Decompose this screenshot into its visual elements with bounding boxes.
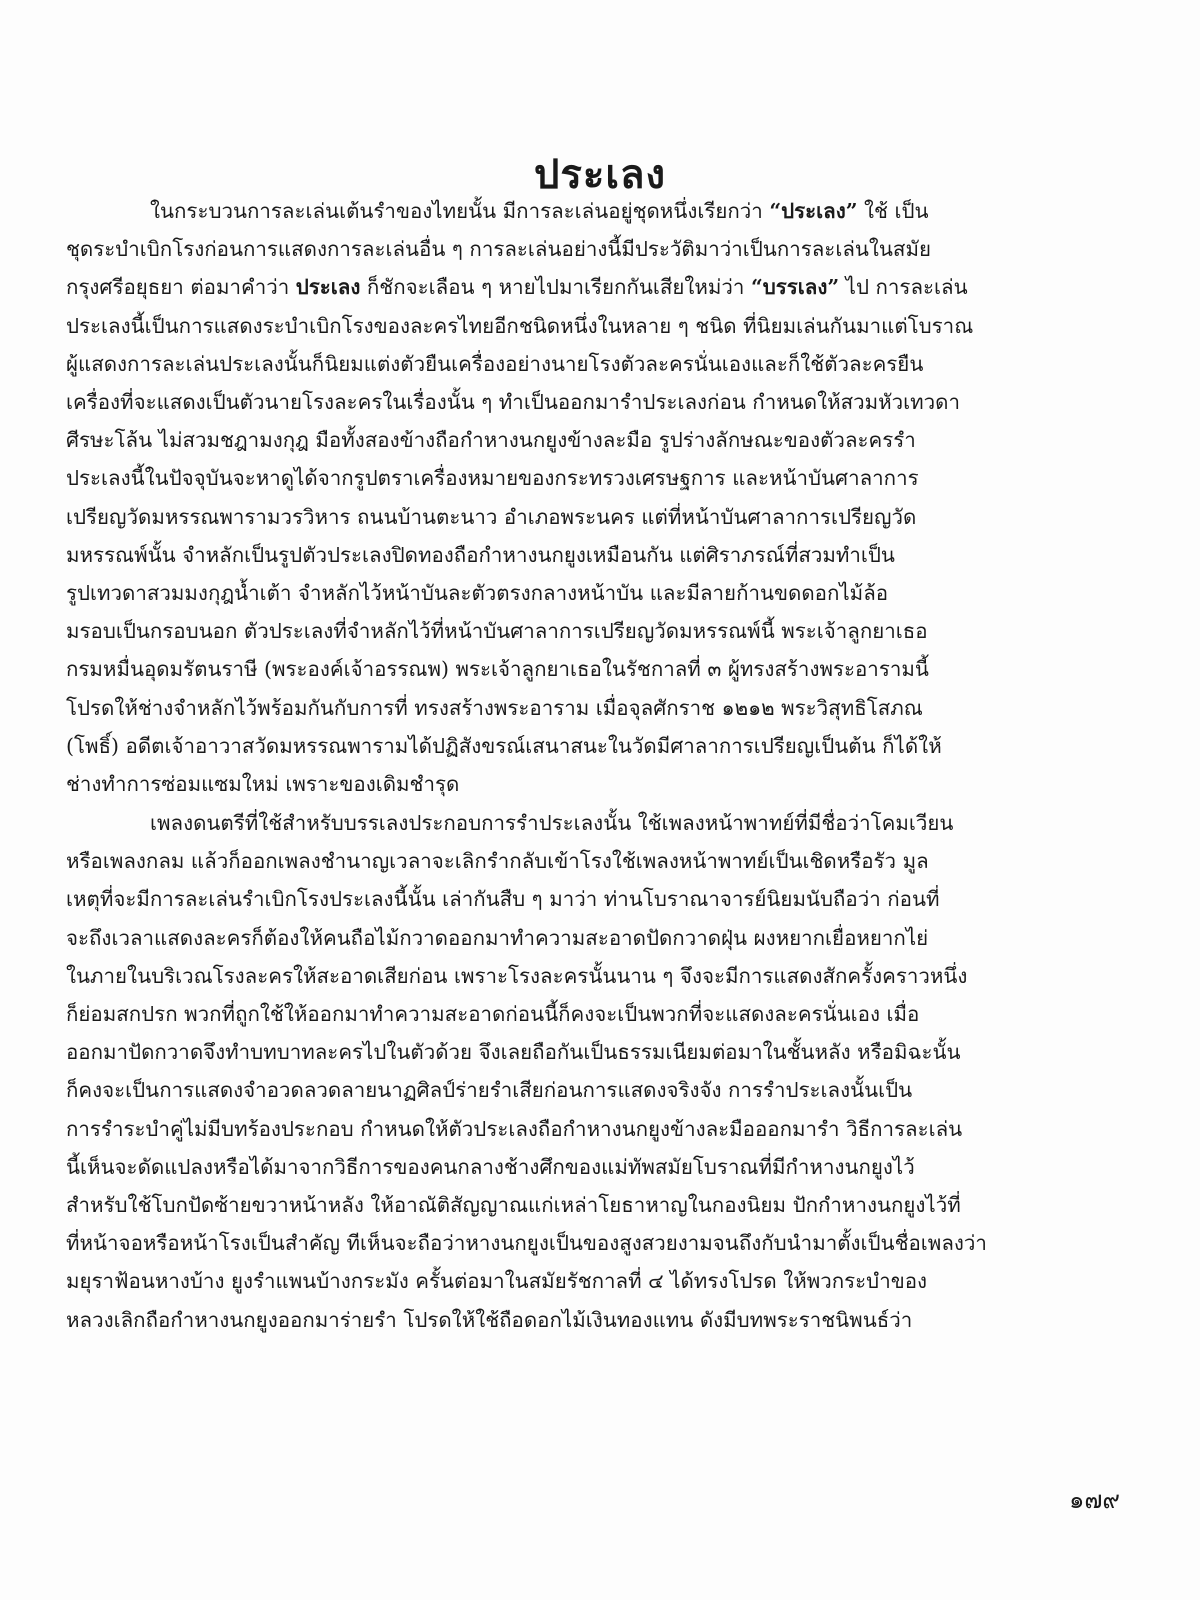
page-number: ๑๗๙ xyxy=(1069,1486,1120,1514)
text-line: มหรรณพ์นั้น จำหลักเป็นรูปตัวประเลงปิดทองถือกำหางนกยูงเหมือนกัน แต่ศิราภรณ์ที่สวมทำเป็น xyxy=(66,542,895,567)
text-line: สำหรับใช้โบกปัดซ้ายขวาหน้าหลัง ให้อาณัติสัญญาณแก่เหล่าโยธาหาญในกองนิยม ปักกำหางนกยูงไว้ที่ xyxy=(66,1193,961,1218)
text-line: เหตุที่จะมีการละเล่นรำเบิกโรงประเลงนี้นั้น เล่ากันสืบ ๆ มาว่า ท่านโบราณาจารย์นิยมนับถือว่า ก่อนที่ xyxy=(66,887,940,912)
text-line: (โพธิ์) อดีตเจ้าอาวาสวัดมหรรณพารามได้ปฏิสังขรณ์เสนาสนะในวัดมีศาลาการเปรียญเป็นต้น ก็ได้ให้ xyxy=(66,733,942,758)
paragraph-2 xyxy=(66,804,1144,1339)
text-line: ก็คงจะเป็นการแสดงจำอวดลวดลายนาฏศิลป์ร่ายรำเสียก่อนการแสดงจริงจัง การรำประเลงนั้นเป็น xyxy=(66,1078,913,1103)
paragraph-1 xyxy=(66,192,1144,803)
text-line: ในภายในบริเวณโรงละครให้สะอาดเสียก่อน เพราะโรงละครนั้นนาน ๆ จึงจะมีการแสดงสักครั้งคราวหนึ่ง xyxy=(66,963,968,988)
text-run: ในกระบวนการละเล่นเต้นรำของไทยนั้น มีการละเล่นอยู่ชุดหนึ่งเรียกว่า xyxy=(150,199,770,223)
text-line: นี้เห็นจะดัดแปลงหรือได้มาจากวิธีการของคนกลางช้างศึกของแม่ทัพสมัยโบราณที่มีกำหางนกยูงไว้ xyxy=(66,1154,915,1179)
text-line: ศีรษะโล้น ไม่สวมชฎามงกุฎ มือทั้งสองข้างถือกำหางนกยูงข้างละมือ รูปร่างลักษณะของตัวละครรำ xyxy=(66,428,916,453)
text-run: กรุงศรีอยุธยา ต่อมาคำว่า xyxy=(66,275,296,300)
text-line: ผู้แสดงการละเล่นประเลงนั้นก็นิยมแต่งตัวยืนเครื่องอย่างนายโรงตัวละครนั่นเองและก็ใช้ตัวละครยืน xyxy=(66,351,924,376)
text-line: ที่หน้าจอหรือหน้าโรงเป็นสำคัญ ทีเห็นจะถือว่าหางนกยูงเป็นของสูงสวยงามจนถึงกับนำมาตั้งเป็นชื่อเพลงว่า xyxy=(66,1231,987,1256)
text-line: รูปเทวดาสวมมงกุฎน้ำเต้า จำหลักไว้หน้าบันละตัวตรงกลางหน้าบัน และมีลายก้านขดดอกไม้ล้อ xyxy=(66,581,889,606)
text-line: ประเลงนี้ในปัจจุบันจะหาดูได้จากรูปตราเครื่องหมายของกระทรวงเศรษฐการ และหน้าบันศาลาการ xyxy=(66,466,919,491)
page-title: ประเลง xyxy=(533,151,667,198)
text-line: หรือเพลงกลม แล้วก็ออกเพลงชำนาญเวลาจะเลิกรำกลับเข้าโรงใช้เพลงหน้าพาทย์เป็นเชิดหรือรัว มูล xyxy=(66,849,929,874)
text-line: โปรดให้ช่างจำหลักไว้พร้อมกันกับการที่ ทรงสร้างพระอาราม เมื่อจุลศักราช ๑๒๑๒ พระวิสุทธิโสภณ xyxy=(66,695,923,720)
text-line: ประเลงนี้เป็นการแสดงระบำเบิกโรงของละครไทยอีกชนิดหนึ่งในหลาย ๆ ชนิด ที่นิยมเล่นกันมาแต่โบราณ xyxy=(66,313,974,338)
text-line: ออกมาปัดกวาดจึงทำบทบาทละครไปในตัวด้วย จึงเลยถือกันเป็นธรรมเนียมต่อมาในชั้นหลัง หรือมิฉะนั้น xyxy=(66,1040,961,1065)
text-line: มรอบเป็นกรอบนอก ตัวประเลงที่จำหลักไว้ที่หน้าบันศาลาการเปรียญวัดมหรรณพ์นี้ พระเจ้าลูกยาเธอ xyxy=(66,619,928,644)
text-line: เปรียญวัดมหรรณพารามวรวิหาร ถนนบ้านตะนาว อำเภอพระนคร แต่ที่หน้าบันศาลาการเปรียญวัด xyxy=(66,504,917,529)
text-line: มยุราฟ้อนหางบ้าง ยูงรำแพนบ้างกระมัง ครั้นต่อมาในสมัยรัชกาลที่ ๔ ได้ทรงโปรด ให้พวกระบำของ xyxy=(66,1269,928,1294)
text-line xyxy=(66,192,1144,230)
text-line: จะถึงเวลาแสดงละครก็ต้องให้คนถือไม้กวาดออกมาทำความสะอาดปัดกวาดฝุ่น ผงหยากเยื่อหยากไย่ xyxy=(66,925,929,950)
text-line xyxy=(66,268,1144,306)
text-line: กรมหมื่นอุดมรัตนราษี (พระองค์เจ้าอรรณพ) พระเจ้าลูกยาเธอในรัชกาลที่ ๓ ผู้ทรงสร้างพระอารามนี้ xyxy=(66,657,929,682)
text-line: ก็ย่อมสกปรก พวกที่ถูกใช้ให้ออกมาทำความสะอาดก่อนนี้ก็คงจะเป็นพวกที่จะแสดงละครนั่นเอง เมื่อ xyxy=(66,1002,920,1027)
text-line: ช่างทำการซ่อมแซมใหม่ เพราะของเดิมชำรุด xyxy=(66,772,460,797)
text-line: ชุดระบำเบิกโรงก่อนการแสดงการละเล่นอื่น ๆ การละเล่นอย่างนี้มีประวัติมาว่าเป็นการละเล่นในสมัย xyxy=(66,237,931,262)
text-run: ไป การละเล่น xyxy=(839,275,968,300)
text-line: การรำระบำคู่ไม่มีบทร้องประกอบ กำหนดให้ตัวประเลงถือกำหางนกยูงข้างละมือออกมารำ วิธีการละเล่น xyxy=(66,1116,963,1141)
text-line: เพลงดนตรีที่ใช้สำหรับบรรเลงประกอบการรำประเลงนั้น ใช้เพลงหน้าพาทย์ที่มีชื่อว่าโคมเวียน xyxy=(150,811,954,835)
term-prelaeng-quoted: “ประเลง” xyxy=(769,199,858,223)
text-run: ก็ชักจะเลือน ๆ หายไปมาเรียกกันเสียใหม่ว่า xyxy=(360,275,751,300)
text-line: เครื่องที่จะแสดงเป็นตัวนายโรงละครในเรื่องนั้น ๆ ทำเป็นออกมารำประเลงก่อน กำหนดให้สวมหัวเทวดา xyxy=(66,390,961,415)
text-run: ใช้ เป็น xyxy=(857,199,929,223)
term-banleng-quoted: “บรรเลง” xyxy=(750,275,840,300)
term-prelaeng: ประเลง xyxy=(295,275,361,300)
text-line: หลวงเลิกถือกำหางนกยูงออกมาร่ายรำ โปรดให้ใช้ถือดอกไม้เงินทองแทน ดังมีบทพระราชนิพนธ์ว่า xyxy=(66,1307,913,1332)
